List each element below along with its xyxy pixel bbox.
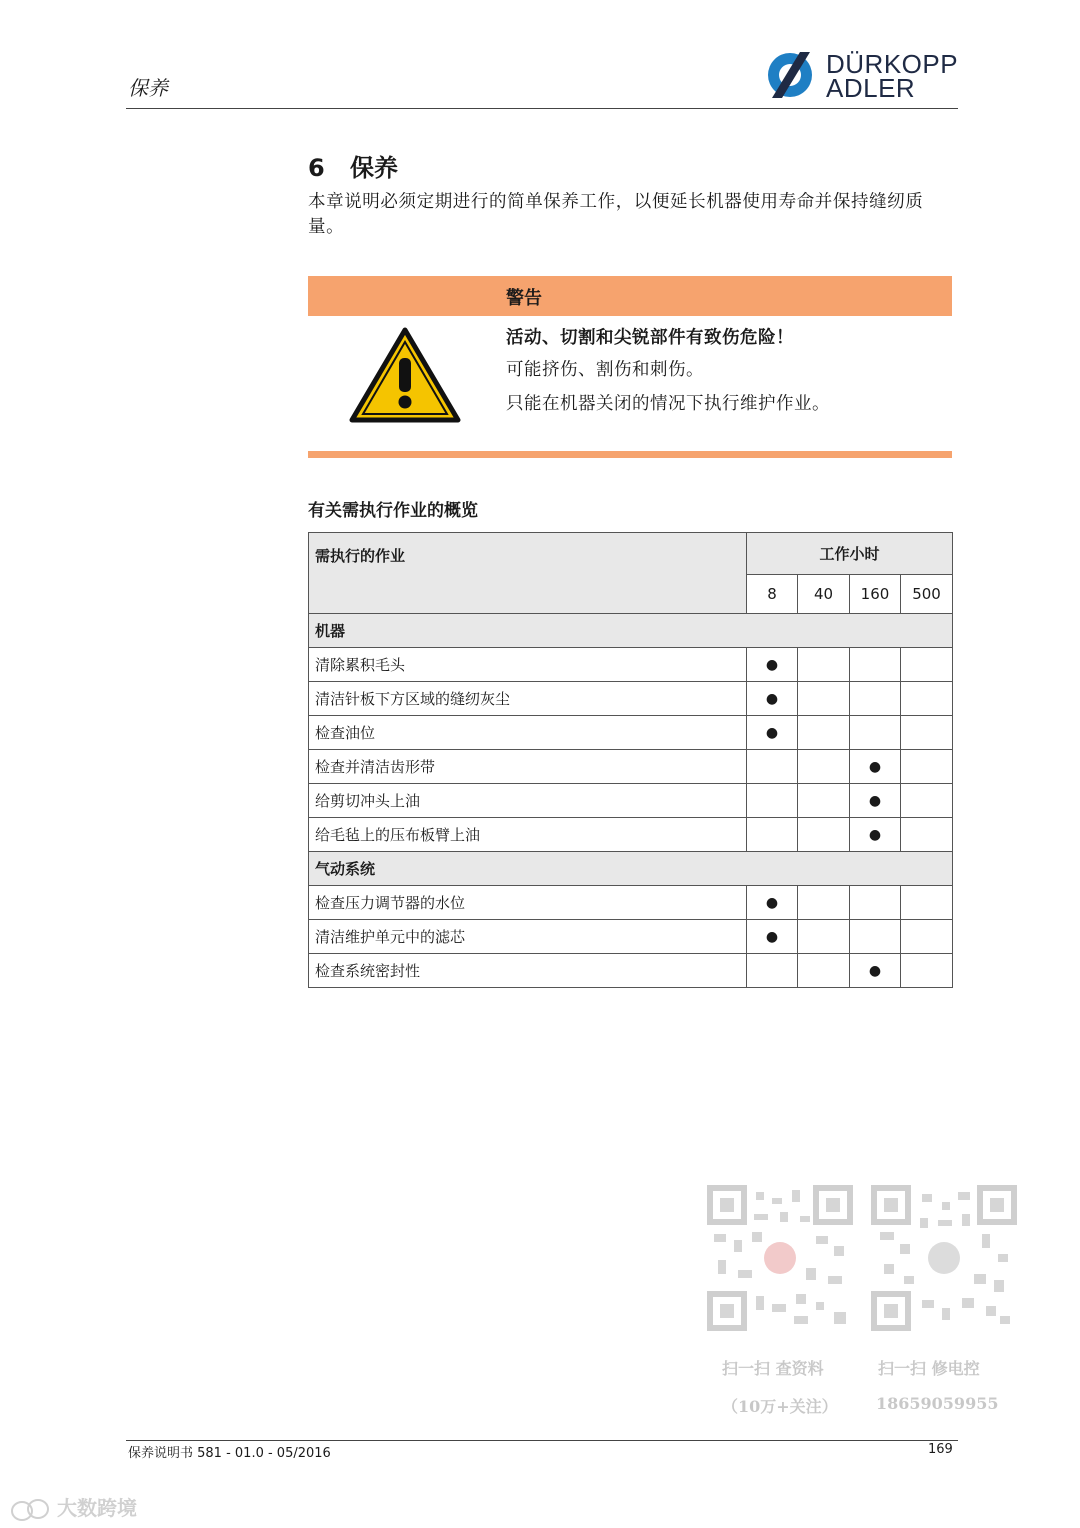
maintenance-table: [308, 532, 953, 988]
interval-mark: ●: [850, 784, 901, 818]
table-row: [309, 920, 953, 954]
interval-mark: [901, 920, 953, 954]
column-header-hours: 工作小时: [747, 533, 953, 575]
overview-title: 有关需执行作业的概览: [308, 501, 478, 521]
interval-mark: ●: [850, 818, 901, 852]
interval-mark: [747, 784, 798, 818]
task-label: 给毛毡上的压布板臂上油: [309, 818, 747, 852]
chapter-heading: [308, 148, 398, 183]
interval-mark: ●: [747, 648, 798, 682]
interval-mark: [850, 920, 901, 954]
footer-rule: [126, 1440, 958, 1441]
warning-line-1: 活动、切割和尖锐部件有致伤危险！: [506, 328, 794, 348]
task-label: 清洁针板下方区域的缝纫灰尘: [309, 682, 747, 716]
group-header-pneumatic: 气动系统: [309, 852, 953, 886]
table-row: [309, 784, 953, 818]
warning-heading: 警告: [506, 288, 542, 309]
table-row: [309, 682, 953, 716]
table-row: [309, 750, 953, 784]
interval-mark: [850, 716, 901, 750]
hours-col-40: 40: [798, 575, 850, 614]
interval-mark: [901, 818, 953, 852]
brand-logo: [762, 49, 962, 103]
qr-caption: 扫一扫 修电控: [878, 1359, 980, 1378]
qr-code-icon: [870, 1184, 1018, 1332]
qr-caption: 18659059955: [876, 1394, 999, 1413]
interval-mark: [798, 716, 850, 750]
hours-col-160: 160: [850, 575, 901, 614]
chapter-title: 保养: [350, 154, 398, 182]
header-section-title: 保养: [128, 76, 168, 100]
task-label: 检查系统密封性: [309, 954, 747, 988]
interval-mark: [747, 818, 798, 852]
warning-triangle-icon: [348, 326, 462, 424]
warning-header: [308, 276, 952, 316]
interval-mark: ●: [747, 716, 798, 750]
task-label: 清洁维护单元中的滤芯: [309, 920, 747, 954]
hours-col-500: 500: [901, 575, 953, 614]
watermark-logo-icon: [10, 1497, 50, 1523]
group-header-machine: 机器: [309, 614, 953, 648]
interval-mark: [798, 920, 850, 954]
interval-mark: [901, 784, 953, 818]
logo-text-line1: DÜRKOPP: [826, 49, 959, 79]
qr-code-icon: [706, 1184, 854, 1332]
task-label: 检查油位: [309, 716, 747, 750]
interval-mark: ●: [747, 682, 798, 716]
task-label: 检查并清洁齿形带: [309, 750, 747, 784]
task-label: 检查压力调节器的水位: [309, 886, 747, 920]
interval-mark: [901, 716, 953, 750]
chapter-intro: 本章说明必须定期进行的简单保养工作，以便延长机器使用寿命并保持缝纫质量。: [308, 192, 924, 237]
qr-code-image: [706, 1184, 854, 1332]
table-row: [309, 716, 953, 750]
warning-line-3: 只能在机器关闭的情况下执行维护作业。: [506, 394, 830, 414]
interval-mark: ●: [850, 750, 901, 784]
interval-mark: [798, 682, 850, 716]
qr-caption: （10万+关注）: [722, 1397, 838, 1416]
warning-box: [308, 276, 952, 460]
interval-mark: [850, 648, 901, 682]
warning-bottom-bar: [308, 451, 952, 458]
qr-caption: 扫一扫 查资料: [722, 1359, 824, 1378]
task-label: 清除累积毛头: [309, 648, 747, 682]
interval-mark: [798, 886, 850, 920]
table-row: [309, 648, 953, 682]
interval-mark: ●: [850, 954, 901, 988]
interval-mark: [798, 818, 850, 852]
watermark: [10, 1492, 137, 1523]
column-header-task: 需执行的作业: [309, 533, 747, 614]
interval-mark: [901, 648, 953, 682]
interval-mark: [850, 886, 901, 920]
interval-mark: [798, 954, 850, 988]
interval-mark: [901, 954, 953, 988]
interval-mark: [901, 682, 953, 716]
header-rule: [126, 108, 958, 109]
interval-mark: [798, 784, 850, 818]
logo-text-line2: ADLER: [826, 73, 916, 103]
logo-mark-icon: [762, 50, 822, 100]
chapter-number: 6: [308, 154, 325, 182]
interval-mark: ●: [747, 920, 798, 954]
hours-col-8: 8: [747, 575, 798, 614]
interval-mark: [747, 954, 798, 988]
interval-mark: ●: [747, 886, 798, 920]
warning-line-2: 可能挤伤、割伤和刺伤。: [506, 360, 704, 380]
interval-mark: [798, 750, 850, 784]
interval-mark: [901, 886, 953, 920]
table-row: [309, 818, 953, 852]
table-row: [309, 886, 953, 920]
interval-mark: [901, 750, 953, 784]
footer-document-id: 保养说明书 581 - 01.0 - 05/2016: [128, 1446, 331, 1461]
qr-code-image: [870, 1184, 1018, 1332]
interval-mark: [747, 750, 798, 784]
interval-mark: [850, 682, 901, 716]
table-row: [309, 954, 953, 988]
watermark-text: 大数跨境: [56, 1496, 137, 1520]
task-label: 给剪切冲头上油: [309, 784, 747, 818]
page-number: 169: [928, 1442, 953, 1457]
interval-mark: [798, 648, 850, 682]
